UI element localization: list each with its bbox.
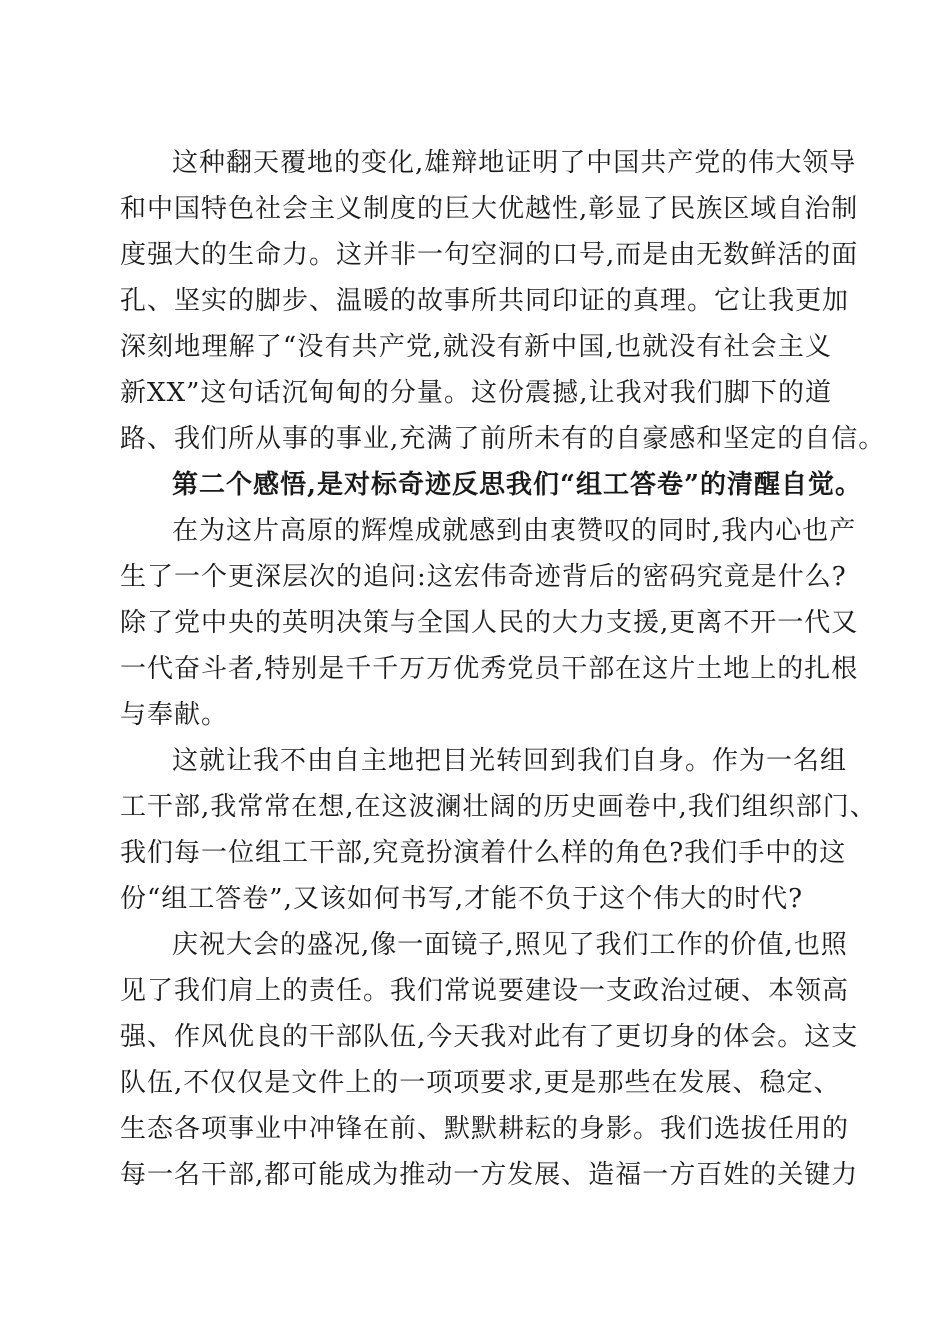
text-line: 孔、坚实的脚步、温暖的故事所共同印证的真理。它让我更加 bbox=[120, 286, 850, 316]
text-line: 每一名干部,都可能成为推动一方发展、造福一方百姓的关键力 bbox=[120, 1160, 859, 1190]
text-line: 新XX”这句话沉甸甸的分量。这份震撼,让我对我们脚下的道 bbox=[120, 378, 832, 408]
text-line: 和中国特色社会主义制度的巨大优越性,彰显了民族区域自治制 bbox=[120, 194, 859, 224]
text-line: 见了我们肩上的责任。我们常说要建设一支政治过硬、本领高 bbox=[120, 976, 850, 1006]
text-line: 我们每一位组工干部,究竟扮演着什么样的角色?我们手中的这 bbox=[120, 838, 847, 868]
paragraph-2 bbox=[120, 508, 859, 738]
text-line: 路、我们所从事的事业,充满了前所未有的自豪感和坚定的自信。 bbox=[120, 424, 886, 454]
paragraph-3 bbox=[120, 738, 877, 922]
text-line: 生了一个更深层次的追问:这宏伟奇迹背后的密码究竟是什么? bbox=[120, 562, 847, 592]
text-line: 工干部,我常常在想,在这波澜壮阔的历史画卷中,我们组织部门、 bbox=[120, 792, 877, 822]
text-line: 强、作风优良的干部队伍,今天我对此有了更切身的体会。这支 bbox=[120, 1022, 859, 1052]
section-heading bbox=[120, 462, 862, 508]
text-line: 除了党中央的英明决策与全国人民的大力支援,更离不开一代又 bbox=[120, 608, 859, 638]
text-line: 队伍,不仅仅是文件上的一项项要求,更是那些在发展、稳定、 bbox=[120, 1068, 841, 1098]
heading-line: 第二个感悟,是对标奇迹反思我们“组工答卷”的清醒自觉。 bbox=[172, 470, 862, 500]
paragraph-4 bbox=[120, 922, 859, 1198]
text-line: 生态各项事业中冲锋在前、默默耕耘的身影。我们选拔任用的 bbox=[120, 1114, 850, 1144]
text-line: 这种翻天覆地的变化,雄辩地证明了中国共产党的伟大领导 bbox=[172, 148, 857, 178]
body-text bbox=[120, 140, 886, 1198]
text-line: 在为这片高原的辉煌成就感到由衷赞叹的同时,我内心也产 bbox=[172, 516, 857, 546]
text-line: 度强大的生命力。这并非一句空洞的口号,而是由无数鲜活的面 bbox=[120, 240, 859, 270]
text-line: 庆祝大会的盛况,像一面镜子,照见了我们工作的价值,也照 bbox=[172, 930, 848, 960]
paragraph-1 bbox=[120, 140, 886, 462]
text-line: 深刻地理解了“没有共产党,就没有新中国,也就没有社会主义 bbox=[120, 332, 832, 362]
text-line: 与奉献。 bbox=[120, 700, 229, 730]
text-line: 一代奋斗者,特别是千千万万优秀党员干部在这片土地上的扎根 bbox=[120, 654, 859, 684]
text-line: 份“组工答卷”,又该如何书写,才能不负于这个伟大的时代? bbox=[120, 884, 804, 914]
text-line: 这就让我不由自主地把目光转回到我们自身。作为一名组 bbox=[172, 746, 848, 776]
